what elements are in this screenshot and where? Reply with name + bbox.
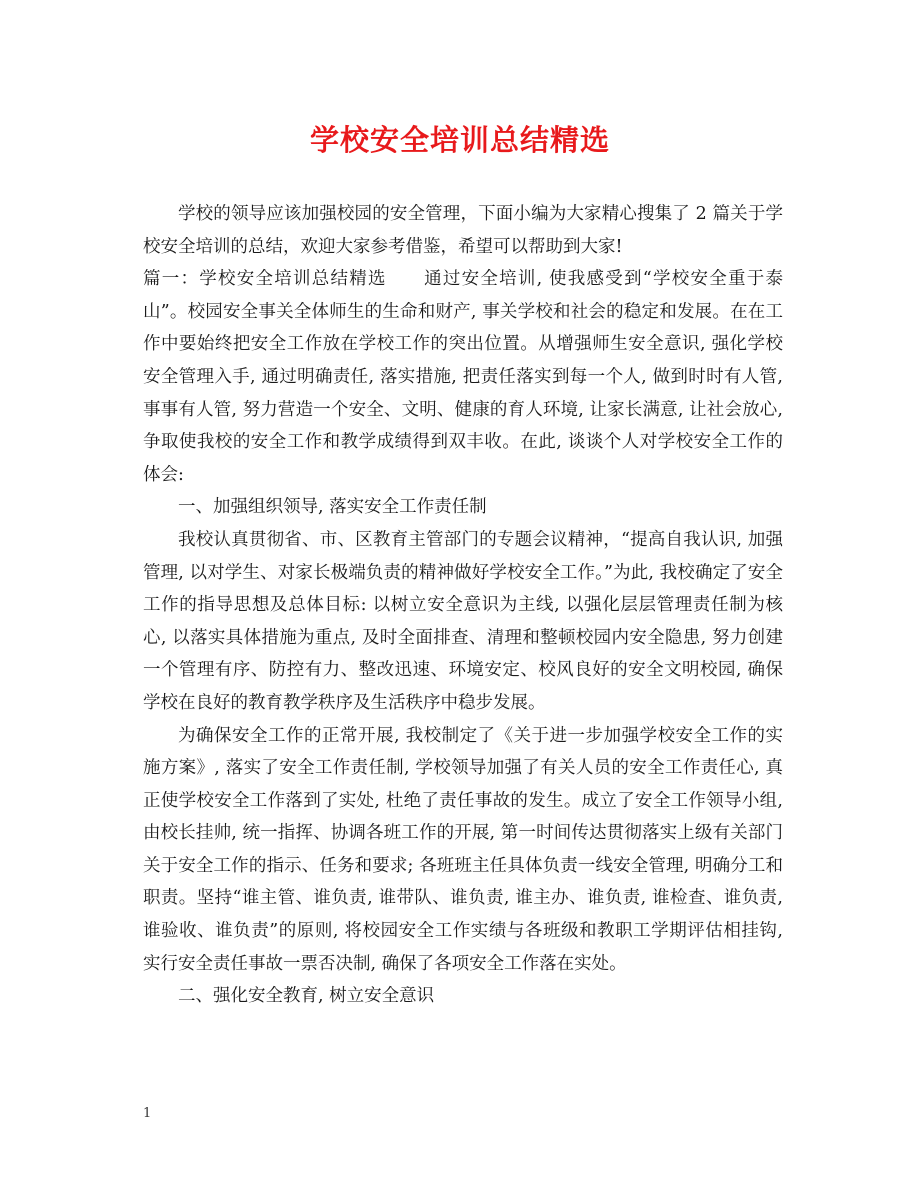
- page-number: 1: [143, 1106, 152, 1121]
- document-title: 学校安全培训总结精选: [309, 123, 610, 157]
- section-one-heading: 一、加强组织领导, 落实安全工作责任制: [178, 497, 487, 518]
- section-one-paragraph-1: 我校认真贯彻省、市、区教育主管部门的专题会议精神，“提高自我认识, 加强管理, 以对学生、对家长极端负责的精神做好学校安全工作。”为此, 我校确定了安全工作的指导思想及总体目标: 以树立安全意识为主线, 以强化层层管理责任制为核心, 以落实具体措施为重点, 及时全面排查、清理和整顿校园内安全隐患, 努力创建一个管理有序、防控有力、整改迅速、环境安定、校风良好的安全文明校园, 确保学校在良好的教育教学秩序及生活秩序中稳步发展。: [143, 529, 783, 713]
- part-one-text: 通过安全培训, 使我感受到“学校安全重于泰山”。校园安全事关全体师生的生命和财产, 事关学校和社会的稳定和发展。在在工作中要始终把安全工作放在学校工作的突出位置。从增强师生安全意识, 强化学校安全管理入手, 通过明确责任, 落实措施, 把责任落实到每一个人, 做到时时有人管, 事事有人管, 努力营造一个安全、文明、健康的育人环境, 让家长满意, 让社会放心, 争取使我校的安全工作和教学成绩得到双丰收。在此, 谈谈个人对学校安全工作的体会:: [143, 269, 784, 485]
- part-one-label: 篇一：学校安全培训总结精选: [143, 269, 387, 290]
- part-one-paragraph: [143, 263, 783, 491]
- document-body: [143, 198, 783, 1013]
- section-one-paragraph-2: 为确保安全工作的正常开展, 我校制定了《关于进一步加强学校安全工作的实施方案》, 落实了安全工作责任制, 学校领导加强了有关人员的安全工作责任心, 真正使学校安全工作落到了实处, 杜绝了责任事故的发生。成立了安全工作领导小组, 由校长挂帅, 统一指挥、协调各班工作的开展, 第一时间传达贯彻落实上级有关部门关于安全工作的指示、任务和要求; 各班班主任具体负责一线安全管理, 明确分工和职责。坚持“谁主管、谁负责, 谁带队、谁负责, 谁主办、谁负责, 谁检查、谁负责, 谁验收、谁负责”的原则, 将校园安全工作实绩与各班级和教职工学期评估相挂钩, 实行安全责任事故一票否决制, 确保了各项安全工作落在实处。: [143, 725, 783, 974]
- section-two-heading: 二、强化安全教育, 树立安全意识: [178, 986, 435, 1007]
- intro-paragraph: 学校的领导应该加强校园的安全管理，下面小编为大家精心搜集了 2 篇关于学校安全培训的总结，欢迎大家参考借鉴，希望可以帮助到大家!: [143, 204, 783, 257]
